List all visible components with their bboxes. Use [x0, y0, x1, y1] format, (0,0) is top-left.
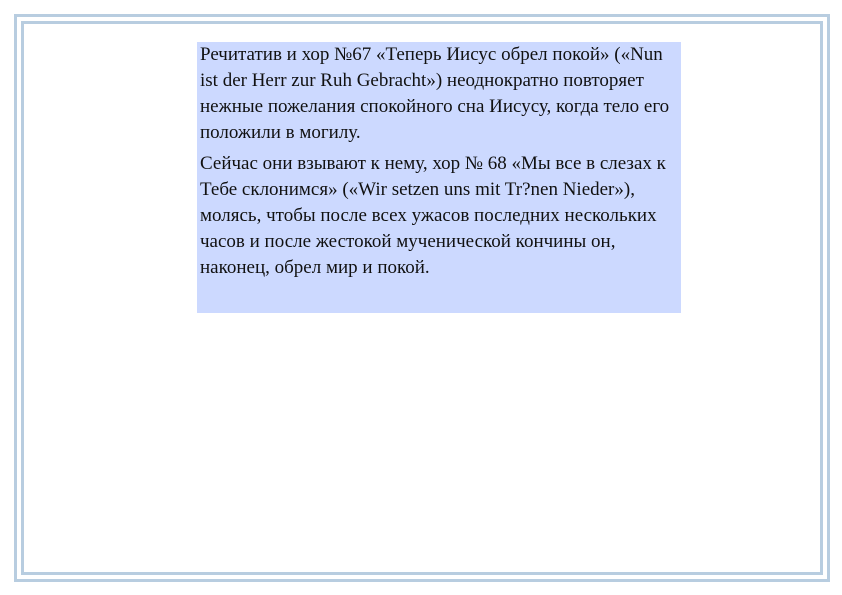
paragraph-chorus: Сейчас они взывают к нему, хор № 68 «Мы все в слезах к Тебе склонимся» («Wir setzen uns mit Tr?nen Nieder»), молясь, чтобы после всех ужасов последних нескольких часов и после жестокой мученической кончины он, наконец, обрел мир и покой. [200, 153, 666, 278]
text-box [197, 42, 681, 313]
paragraph-recitative: Речитатив и хор №67 «Теперь Иисус обрел покой» («Nun ist der Herr zur Ruh Gebracht») неоднократно повторяет нежные пожелания спокойного сна Иисусу, когда тело его положили в могилу. [200, 44, 670, 143]
